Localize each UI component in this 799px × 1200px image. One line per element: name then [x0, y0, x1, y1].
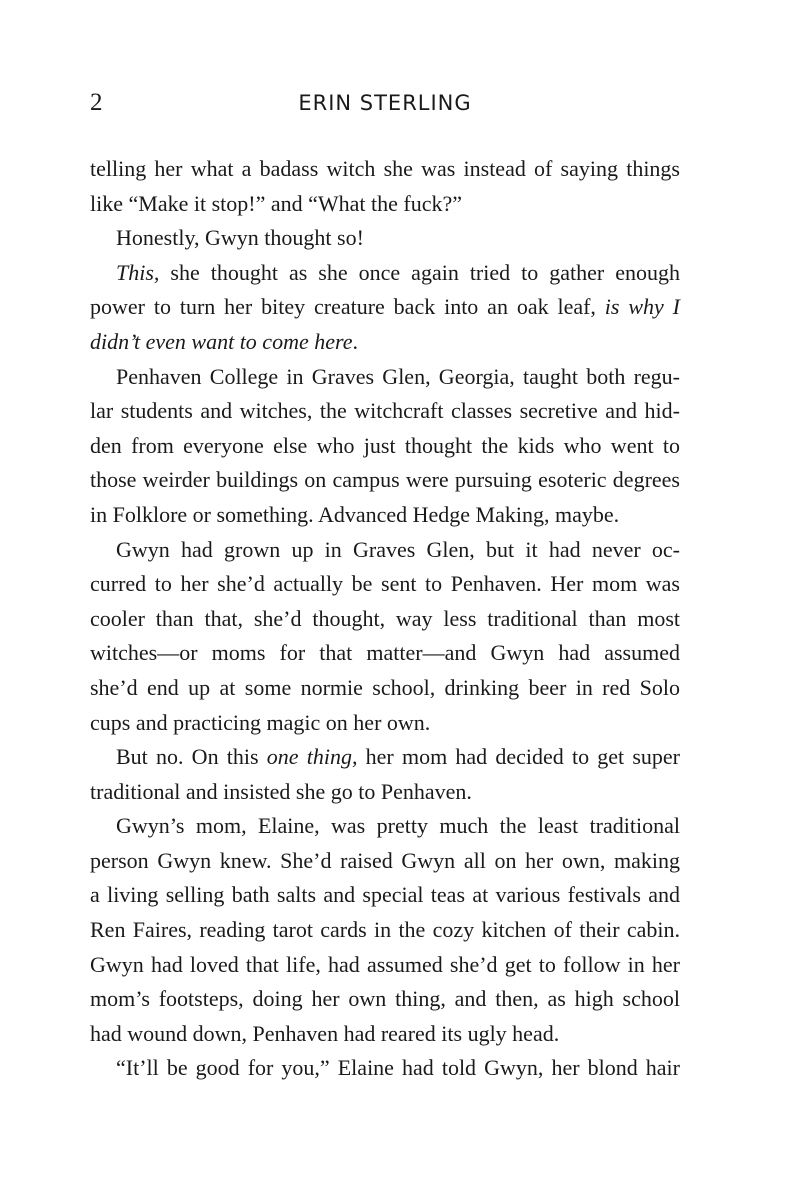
text-line	[90, 221, 680, 256]
text-segment: den from everyone else who just thought the kids who went to	[90, 432, 680, 458]
text-segment: in Folklore or something. Advanced Hedge Making, maybe.	[90, 501, 620, 527]
text-segment: Honestly, Gwyn thought so!	[116, 225, 364, 251]
italic-text: This,	[116, 259, 160, 285]
text-line	[90, 913, 680, 948]
text-line	[90, 429, 680, 464]
text-line	[90, 948, 680, 983]
text-segment: But no. On this	[116, 744, 267, 770]
text-line	[90, 256, 680, 291]
page-number: 2	[90, 89, 103, 116]
text-line	[90, 740, 680, 775]
text-line	[90, 463, 680, 498]
text-line	[90, 809, 680, 844]
text-segment: .	[352, 328, 358, 354]
text-line	[90, 498, 680, 533]
text-segment: she thought as she once again tried to gather enough	[159, 259, 680, 285]
text-segment: witches—or moms for that matter—and Gwyn had assumed	[90, 640, 680, 666]
text-line	[90, 567, 680, 602]
text-segment: traditional and insisted she go to Penhaven.	[90, 778, 472, 804]
text-segment: those weirder buildings on campus were pursuing esoteric degrees	[90, 467, 680, 493]
text-line	[90, 636, 680, 671]
text-segment: cups and practicing magic on her own.	[90, 709, 431, 735]
page-header	[90, 86, 680, 120]
text-segment: curred to her she’d actually be sent to Penhaven. Her mom was	[90, 571, 680, 597]
body-text	[90, 152, 680, 1086]
text-line	[90, 533, 680, 568]
text-segment: “It’ll be good for you,” Elaine had told Gwyn, her blond hair	[116, 1055, 680, 1081]
text-line	[90, 671, 680, 706]
text-line	[90, 602, 680, 637]
text-segment: telling her what a badass witch she was instead of saying things	[90, 156, 680, 181]
text-segment: Ren Faires, reading tarot cards in the cozy kitchen of their cabin.	[90, 917, 680, 943]
text-line	[90, 844, 680, 879]
text-segment: Penhaven College in Graves Glen, Georgia, taught both regu-	[116, 363, 680, 389]
text-segment: she’d end up at some normie school, drinking beer in red Solo	[90, 674, 680, 700]
text-line	[90, 878, 680, 913]
text-line	[90, 982, 680, 1017]
text-segment: a living selling bath salts and special teas at various festivals and	[90, 882, 680, 908]
text-line	[90, 152, 680, 187]
text-segment: power to turn her bitey creature back into an oak leaf,	[90, 294, 605, 320]
text-line	[90, 1017, 680, 1052]
running-head: ERIN STERLING	[298, 91, 472, 115]
text-segment: person Gwyn knew. She’d raised Gwyn all on her own, making	[90, 847, 680, 873]
italic-text: is why I	[604, 294, 680, 320]
text-line	[90, 325, 680, 360]
text-segment: Gwyn’s mom, Elaine, was pretty much the least traditional	[116, 813, 680, 839]
text-segment: Gwyn had loved that life, had assumed she’d get to follow in her	[90, 951, 680, 977]
text-segment: her mom had decided to get super	[357, 744, 680, 770]
text-line	[90, 290, 680, 325]
text-line	[90, 360, 680, 395]
italic-text: one thing,	[266, 744, 358, 770]
text-segment: like “Make it stop!” and “What the fuck?”	[90, 190, 463, 216]
text-line	[90, 706, 680, 741]
text-line	[90, 1051, 680, 1086]
text-line	[90, 394, 680, 429]
text-segment: lar students and witches, the witchcraft classes secretive and hid-	[90, 398, 680, 424]
text-segment: mom’s footsteps, doing her own thing, and then, as high school	[90, 986, 680, 1012]
italic-text: didn’t even want to come here	[90, 328, 353, 354]
text-segment: had wound down, Penhaven had reared its ugly head.	[90, 1020, 560, 1046]
text-segment: cooler than that, she’d thought, way less traditional than most	[90, 605, 680, 631]
text-segment: Gwyn had grown up in Graves Glen, but it had never oc-	[116, 536, 680, 562]
text-line	[90, 187, 680, 222]
text-line	[90, 775, 680, 810]
